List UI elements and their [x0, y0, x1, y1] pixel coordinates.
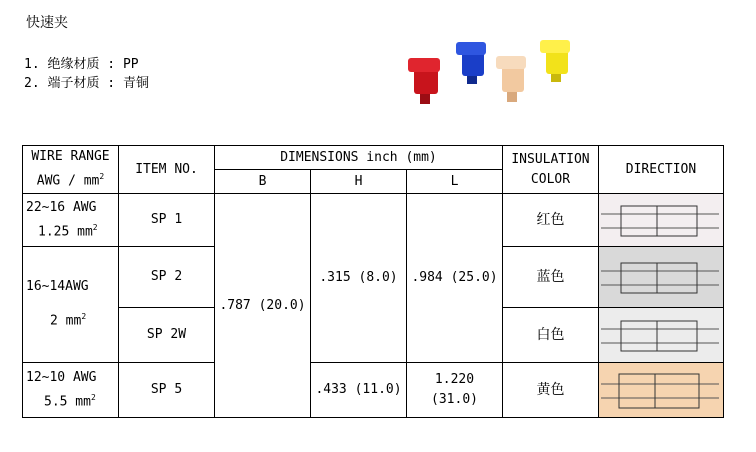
- wire-range-cell: 16~14AWG 2 $mm^2$: [23, 247, 119, 363]
- direction-diagram: [599, 363, 724, 418]
- direction-diagram: [599, 194, 724, 247]
- spec-table: [22, 145, 724, 418]
- color-cell: 红色: [503, 194, 599, 247]
- wire-range-cell: 12~10 AWG 5.5 $mm^2$: [23, 363, 119, 418]
- spec-insulation-material: 1. 绝缘材质 : PP: [24, 57, 139, 72]
- header-item-no: ITEM NO.: [119, 146, 215, 194]
- white-connector: [496, 56, 526, 102]
- l-value-cell: 1.220 (31.0): [407, 363, 503, 418]
- table-row: [23, 363, 724, 418]
- color-cell: 白色: [503, 308, 599, 363]
- header-dimensions: DIMENSIONS inch (mm): [215, 146, 503, 170]
- connector-diagram-icon: [599, 194, 723, 246]
- item-cell: SP 2W: [119, 308, 215, 363]
- header-direction: DIRECTION: [599, 146, 724, 194]
- direction-diagram: [599, 308, 724, 363]
- page-title: 快速夹: [26, 15, 68, 31]
- yellow-connector: [540, 40, 570, 82]
- direction-diagram: [599, 247, 724, 308]
- header-insulation-color: INSULATION COLOR: [503, 146, 599, 194]
- color-cell: 蓝色: [503, 247, 599, 308]
- header-h: H: [311, 170, 407, 194]
- spec-terminal-material: 2. 端子材质 : 青铜: [24, 76, 149, 91]
- h-value-cell: .433 (11.0): [311, 363, 407, 418]
- header-b: B: [215, 170, 311, 194]
- item-cell: SP 2: [119, 247, 215, 308]
- blue-connector: [456, 42, 486, 84]
- header-l: L: [407, 170, 503, 194]
- b-value-cell: .787 (20.0): [215, 194, 311, 418]
- connector-diagram-icon: [599, 308, 723, 362]
- l-value-cell: .984 (25.0): [407, 194, 503, 363]
- connector-diagram-icon: [599, 247, 723, 307]
- color-cell: 黄色: [503, 363, 599, 418]
- table-row: [23, 194, 724, 247]
- red-connector: [408, 58, 440, 104]
- wire-range-cell: 22~16 AWG 1.25 $mm^2$: [23, 194, 119, 247]
- item-cell: SP 1: [119, 194, 215, 247]
- connector-diagram-icon: [599, 363, 723, 417]
- header-wire-range: WIRE RANGE AWG / $mm^2$: [23, 146, 119, 194]
- product-image: [408, 36, 590, 106]
- item-cell: SP 5: [119, 363, 215, 418]
- h-value-cell: .315 (8.0): [311, 194, 407, 363]
